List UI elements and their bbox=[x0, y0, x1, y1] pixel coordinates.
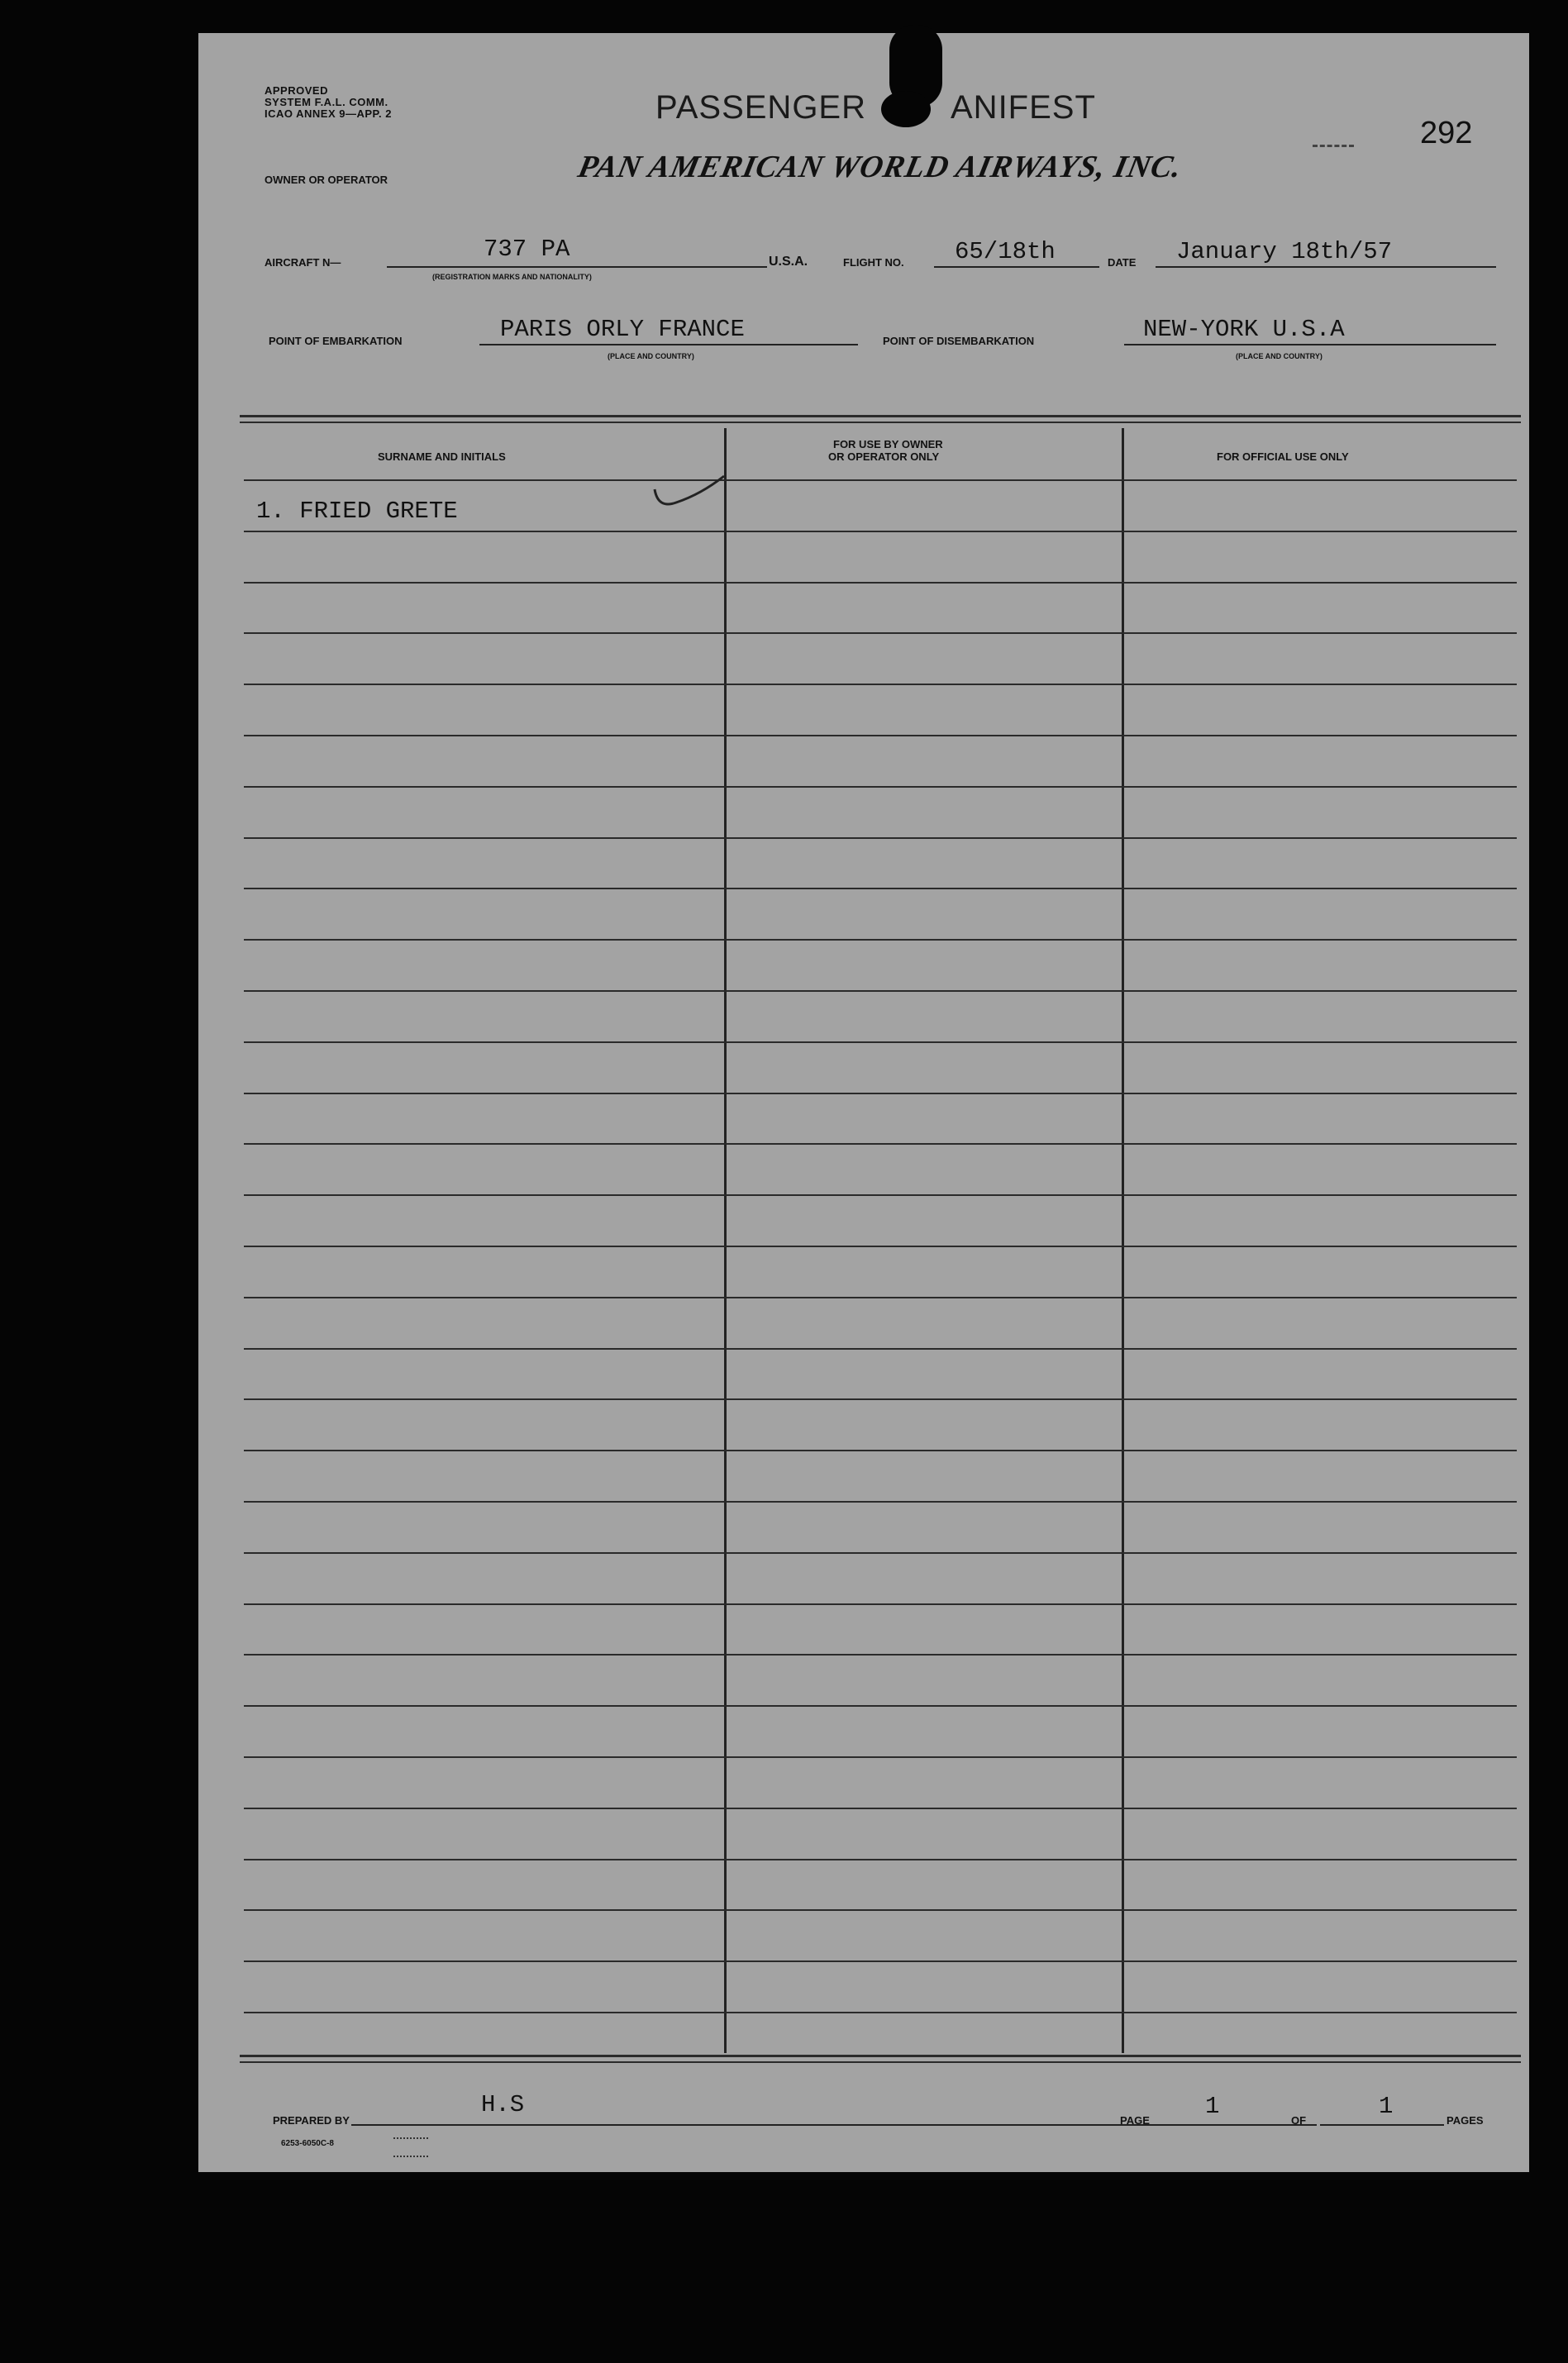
table-row-line bbox=[244, 2012, 1517, 2013]
checkmark-icon bbox=[651, 471, 727, 512]
form-title-right: ANIFEST bbox=[951, 89, 1096, 126]
embarkation-underline bbox=[479, 344, 858, 345]
table-row-line bbox=[244, 1348, 1517, 1350]
table-row-line bbox=[244, 1143, 1517, 1145]
table-row-line bbox=[244, 888, 1517, 889]
approval-line-1: APPROVED bbox=[265, 84, 328, 97]
disembarkation-label: POINT OF DISEMBARKATION bbox=[883, 335, 1035, 347]
table-row-line bbox=[244, 1552, 1517, 1554]
date-label: DATE bbox=[1108, 256, 1137, 269]
table-row-line bbox=[244, 531, 1517, 532]
table-row-line bbox=[244, 786, 1517, 788]
table-bottom-rule bbox=[240, 2055, 1521, 2057]
of-underline bbox=[1320, 2124, 1444, 2126]
page-stamp: 292 bbox=[1420, 116, 1473, 150]
table-row-line bbox=[244, 582, 1517, 584]
approval-line-3: ICAO ANNEX 9—APP. 2 bbox=[265, 107, 392, 120]
page-underline bbox=[1160, 2124, 1284, 2126]
embarkation-label: POINT OF EMBARKATION bbox=[269, 335, 403, 347]
manifest-sheet bbox=[198, 33, 1529, 2172]
printer-seal-icon bbox=[393, 2137, 428, 2157]
disembarkation-underline bbox=[1124, 344, 1496, 345]
aircraft-underline bbox=[387, 266, 767, 268]
table-row-line bbox=[244, 1960, 1517, 1962]
page-value: 1 bbox=[1205, 2093, 1220, 2120]
table-row-line bbox=[244, 479, 1517, 481]
table-row-line bbox=[244, 735, 1517, 736]
col-owner-header-1: FOR USE BY OWNER bbox=[833, 438, 943, 450]
table-row-line bbox=[244, 1398, 1517, 1400]
table-row-line bbox=[244, 1041, 1517, 1043]
table-row-line bbox=[244, 1501, 1517, 1503]
table-row-line bbox=[244, 1246, 1517, 1247]
prepared-value: H.S bbox=[481, 2091, 525, 2118]
table-bottom-rule-2 bbox=[240, 2061, 1521, 2063]
form-number: 6253-6050C-8 bbox=[281, 2139, 334, 2148]
approval-line-2: SYSTEM F.A.L. COMM. bbox=[265, 96, 388, 108]
aircraft-country: U.S.A. bbox=[769, 255, 808, 269]
aircraft-sublabel: (REGISTRATION MARKS AND NATIONALITY) bbox=[432, 273, 592, 281]
table-row-line bbox=[244, 990, 1517, 992]
table-row-line bbox=[244, 684, 1517, 685]
disembarkation-sublabel: (PLACE AND COUNTRY) bbox=[1236, 352, 1323, 360]
of-value: 1 bbox=[1379, 2093, 1394, 2120]
passenger-entry-1: 1. FRIED GRETE bbox=[256, 498, 458, 525]
operator-name: PAN AMERICAN WORLD AIRWAYS, INC. bbox=[574, 150, 1186, 184]
flight-value: 65/18th bbox=[955, 238, 1056, 265]
flight-label: FLIGHT NO. bbox=[843, 256, 904, 269]
column-divider-2 bbox=[1122, 428, 1124, 2053]
column-divider-1 bbox=[724, 428, 727, 2053]
table-row-line bbox=[244, 1909, 1517, 1911]
embarkation-value: PARIS ORLY FRANCE bbox=[500, 316, 745, 343]
table-row-line bbox=[244, 1603, 1517, 1605]
form-title-left: PASSENGER bbox=[655, 89, 866, 126]
aircraft-value: 737 PA bbox=[484, 236, 570, 263]
of-label: OF bbox=[1291, 2114, 1307, 2127]
table-row-line bbox=[244, 1654, 1517, 1656]
flight-underline bbox=[934, 266, 1099, 268]
prepared-label: PREPARED BY bbox=[273, 2114, 350, 2127]
table-row-line bbox=[244, 1297, 1517, 1298]
table-row-line bbox=[244, 1450, 1517, 1451]
col-surname-header: SURNAME AND INITIALS bbox=[378, 450, 506, 463]
date-value: January 18th/57 bbox=[1176, 238, 1393, 265]
table-row-line bbox=[244, 1756, 1517, 1758]
page-label: PAGE bbox=[1120, 2114, 1150, 2127]
owner-label: OWNER OR OPERATOR bbox=[265, 174, 388, 186]
col-official-header: FOR OFFICIAL USE ONLY bbox=[1217, 450, 1349, 463]
col-owner-header-2: OR OPERATOR ONLY bbox=[828, 450, 940, 463]
table-row-line bbox=[244, 1705, 1517, 1707]
table-top-rule bbox=[240, 415, 1521, 417]
pages-label: PAGES bbox=[1446, 2114, 1484, 2127]
table-row-line bbox=[244, 1194, 1517, 1196]
table-row-line bbox=[244, 837, 1517, 839]
table-row-line bbox=[244, 939, 1517, 941]
stamp-mark bbox=[1313, 145, 1354, 150]
table-row-line bbox=[244, 1859, 1517, 1860]
table-row-line bbox=[244, 1808, 1517, 1809]
aircraft-label: AIRCRAFT N— bbox=[265, 256, 341, 269]
punch-hole-tail bbox=[881, 91, 931, 127]
table-top-rule-2 bbox=[240, 422, 1521, 423]
disembarkation-value: NEW-YORK U.S.A bbox=[1143, 316, 1345, 343]
table-row-line bbox=[244, 632, 1517, 634]
date-underline bbox=[1156, 266, 1496, 268]
embarkation-sublabel: (PLACE AND COUNTRY) bbox=[608, 352, 694, 360]
table-row-line bbox=[244, 1093, 1517, 1094]
